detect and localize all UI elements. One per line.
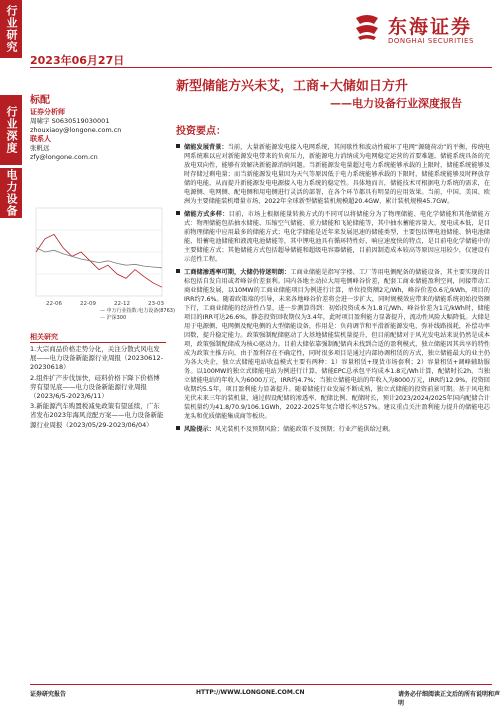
chart-x-tick: 22-09: [80, 301, 96, 307]
bullet-icon: [176, 144, 180, 148]
report-date: 2023年06月27日: [30, 54, 125, 67]
analyst-email[interactable]: zhouxiaoy@longone.com.cn: [30, 126, 122, 134]
chart-series-line-1: [36, 234, 162, 287]
paragraph-commercial: 工商储渗透率可期，大储仍待迷明朗：工商业储能是指写字楼、工厂等用电侧配备的储能设备，其主要实现的目标包括自发自用或者峰谷价差套利。国内各地主动拉大用电侧峰谷价差，配套工商业储能盈利空间，间接带动工商业储能发展，以10MW的工商业储能项目为例进行计算，单位投资额2元/Wh，峰谷价差0.6元/kWh，项目的IRR约7.6%。随着政策端的引导，未来各地峰谷价差将会进一步扩大，同时规模效应带来的储能系统初始投资额下行，工商业储能的经济性凸显，进一步测算得到：初始投资成本为1.8元/Wh、峰谷价差为1元/kWh时，储能项目的IRR可达26.6%，静态投资回收期仅为3.4年，此时项目盈利能力显著提升，流动性风险大幅降低。大储是用于电源侧、电网侧及配电侧的大型储能设备，作用是：负荷调节和平滑新能源发电，弥补线路损耗，补偿功率因数，提升稳定能力。政策强制配储驱动了大基地储能装机量提升，但目前配储对于风光发电站来说仍然是成本项，政策强制配储成为核心驱动力。目前大储依靠强制配储尚未找到合适的盈利模式，独立储能因其共享的特性成为政策主推方向，由于盈利存在不确定性，同时很多项目是通过内部协调租赁的方式，独立储能最大的业主仍为各大央企，独立式储能电站收益模式主要有两种：1）容量租赁+现货市场套利；2）容量租赁+调峰辅助服务。以100MW的独立式储能电站为例进行计算，储能EPC总承包平均成本1.8元/Wh计算，配储时长2h，当独立储能电站的年收入为6000万元，IRR约4.7%；当独立储能电站的年收入为8000万元，IRR约12.9%，投资回收期约5.5年。项目盈利能力显著提升。随着储能行业发展不断成熟，独立式储能的投资前景可期。基于风电和光伏未来三年的装机量，通过假设配储的渗透率、配储比例、配储时长，预计2023/2024/2025年国内配储合计装机量约为41.8/70.9/106.1GWh，2022-2025年复合增长率达57%。建议重点关注盈利能力提升的储能电芯龙头和优质储能集成商等板块。: [176, 268, 490, 421]
sidebar-tag-research: 行业研究: [0, 0, 22, 58]
legend-item-2: — 沪深300: [100, 315, 127, 321]
header-divider: [30, 67, 492, 68]
footer-website[interactable]: HTTP://WWW.LONGONE.COM.CN: [196, 689, 305, 696]
related-research-heading: 相关研究: [30, 333, 58, 341]
chart-x-tick: 23-03: [148, 301, 164, 307]
bullet-icon: [176, 211, 180, 215]
footer-label: 证券研究报告: [30, 691, 67, 698]
contact-heading: 联系人: [30, 135, 51, 143]
footer-divider: [30, 684, 492, 685]
related-item[interactable]: 3.新能源汽车购置税减免政策有望延续，广东省发布2023年海风竞配方案——电力设备新能源行业周报（2023/05/29-2023/06/04）: [30, 402, 164, 429]
report-subtitle: ——电力设备行业深度报告: [330, 97, 462, 110]
paragraph-methods: 储能方式多样：目前，市场上根据能量转换方式的不同可以将储能分为了物理储能、电化学储能和其他储能方式：物理储能包括抽水储能、压缩空气储能、重力储能和飞轮储能等，其中抽水蓄能容量大、度电成本低，是目前物理储能中应用最多的储能方式；电化学储能是近年来发展迅速的储能类型，主要包括锂电池储能、钠电池储能、铅蓄电池储能和液流电池储能等，其中锂电池具有循环特性好、响应速度快的特点，是目前电化学储能中的主要储能方式；其他储能方式包括超导储能和超级电容器储能，目前因制造成本较高等原因应用较少，仅建设有示范性工程。: [176, 210, 490, 264]
related-item[interactable]: 2.组件扩产步伐加快，硅料价格下降下价格博弈有望见底——电力设备新能源行业周报（2023/6/5-2023/6/11）: [30, 373, 160, 401]
donghai-logo-icon: [352, 12, 382, 42]
chart-series-line-2: [36, 248, 162, 268]
legend-item-1: — 申万行业指数:电力设备(8763): [100, 308, 175, 314]
paragraph-risk: 风险提示：风光装机不及预期风险；储能政策不及预期；行业产能供给过剩。: [176, 425, 490, 434]
sidebar-tag-depth: 行业深度: [0, 95, 22, 165]
left-sidebar: [0, 0, 22, 706]
analyst-name: 周啸宇 S0630519030001: [30, 117, 110, 125]
related-divider: [30, 342, 166, 343]
chart-legend: [100, 308, 175, 322]
report-title: 新型储能方兴未艾，工商+大储如日方升: [176, 79, 408, 94]
bullet-icon: [176, 269, 180, 273]
contact-name: 张帆远: [30, 144, 50, 152]
bullet-icon: [176, 426, 180, 430]
chart-x-tick: 22-06: [46, 301, 62, 307]
main-content: [176, 122, 490, 438]
investment-points-heading: 投资要点：: [176, 126, 226, 137]
related-research-list: [30, 345, 166, 431]
logo-english-name: DONGHAI SECURITIES: [388, 37, 474, 45]
company-logo: [352, 10, 492, 50]
logo-chinese-name: 东海证券: [388, 16, 473, 38]
contact-email[interactable]: zfy@longone.com.cn: [30, 153, 98, 161]
industry-rating: 标配: [30, 95, 50, 106]
footer-disclaimer: 请务必仔细阅读正文后的所有说明和声明: [398, 691, 500, 707]
related-item[interactable]: 1.大宗商品价格走势分化，关注分散式风电发展——电力设备新能源行业周报（20230612-20230618）: [30, 345, 163, 372]
paragraph-background: 储能发展背景：当前，大量新能源发电接入电网系统，其间歇性和波动性破坏了电网“源随荷动”的平衡，传统电网系统难以应对新能源发电带来的负荷压力，新能源电力消纳成为电网稳定运营的首要难题。储能系统具备的充放电双向性，能够有效解决新能源消纳问题。当新能源发电量超过电力系统能够承载的上限时，储能系统能够及时存储过剩电量；而当新能源发电量因为天气等原因低于电力系统能够承载的下限时，储能系统能够及时释放存储的电能，从而提升新能源发电电源接入电力系统的稳定性。具体地而言，储能技术可根据电力系统的需求，在电源侧、电网侧、配电侧和用电侧进行灵活的部署，在各个环节都具有明显的应用效果。当前，中国、美国、欧洲为主要储能装机增量市场，2022年全球新型储能装机规模超20.4GW，累计装机规模45.7GW。: [176, 143, 490, 206]
sidebar-tag-industry: 电力设备: [0, 168, 22, 218]
analyst-heading: 证券分析师: [30, 108, 65, 116]
analyst-info: [30, 108, 166, 162]
chart-x-tick: 22-12: [114, 301, 130, 307]
